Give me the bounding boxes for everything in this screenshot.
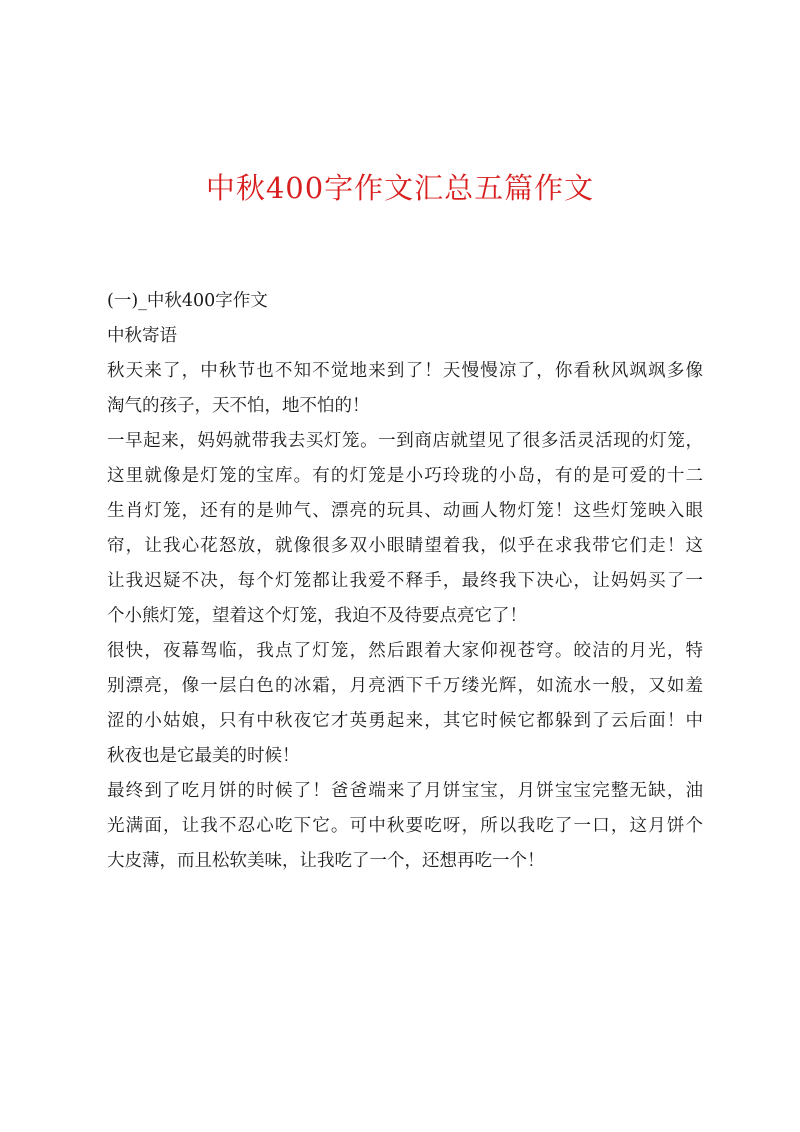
paragraph-line: 别漂亮，像一层白色的冰霜，月亮洒下千万缕光辉，如流水一般，又如羞 (107, 676, 703, 696)
paragraph-line: 光满面，让我不忍心吃下它。可中秋要吃呀，所以我吃了一口，这月饼个 (107, 816, 703, 836)
paragraph-line: 大皮薄，而且松软美味，让我吃了一个，还想再吃一个！ (107, 851, 545, 871)
paragraph-line: 涩的小姑娘，只有中秋夜它才英勇起来，其它时候它都躲到了云后面！中 (107, 711, 703, 731)
paragraph-line: 这里就像是灯笼的宝库。有的灯笼是小巧玲珑的小岛，有的是可爱的十二 (107, 466, 703, 486)
paragraph-line: 帘，让我心花怒放，就像很多双小眼睛望着我，似乎在求我带它们走！这 (107, 536, 703, 556)
paragraph-line: 最终到了吃月饼的时候了！爸爸端来了月饼宝宝，月饼宝宝完整无缺，油 (107, 781, 703, 801)
paragraph-line: 秋夜也是它最美的时候！ (107, 746, 300, 766)
document-title: 中秋400字作文汇总五篇作文 (205, 171, 595, 205)
paragraph-3 (107, 634, 703, 774)
paragraph-line: 个小熊灯笼，望着这个灯笼，我迫不及待要点亮它了！ (107, 606, 527, 626)
essay-title: 中秋寄语 (107, 326, 177, 346)
paragraph-line: 生肖灯笼，还有的是帅气、漂亮的玩具、动画人物灯笼！这些灯笼映入眼 (107, 501, 703, 521)
paragraph-line: 秋天来了，中秋节也不知不觉地来到了！天慢慢凉了，你看秋风飒飒多像 (107, 361, 703, 381)
section-heading: (一)_中秋400字作文 (107, 291, 268, 311)
paragraph-line: 很快，夜幕驾临，我点了灯笼，然后跟着大家仰视苍穹。皎洁的月光，特 (107, 641, 703, 661)
paragraph-line: 淘气的孩子，天不怕，地不怕的！ (107, 396, 370, 416)
paragraph-1 (107, 354, 703, 424)
paragraph-2 (107, 424, 703, 634)
document-body (107, 284, 703, 879)
paragraph-line: 让我迟疑不决，每个灯笼都让我爱不释手，最终我下决心，让妈妈买了一 (107, 571, 703, 591)
paragraph-line: 一早起来，妈妈就带我去买灯笼。一到商店就望见了很多活灵活现的灯笼， (107, 431, 703, 451)
paragraph-4 (107, 774, 703, 879)
